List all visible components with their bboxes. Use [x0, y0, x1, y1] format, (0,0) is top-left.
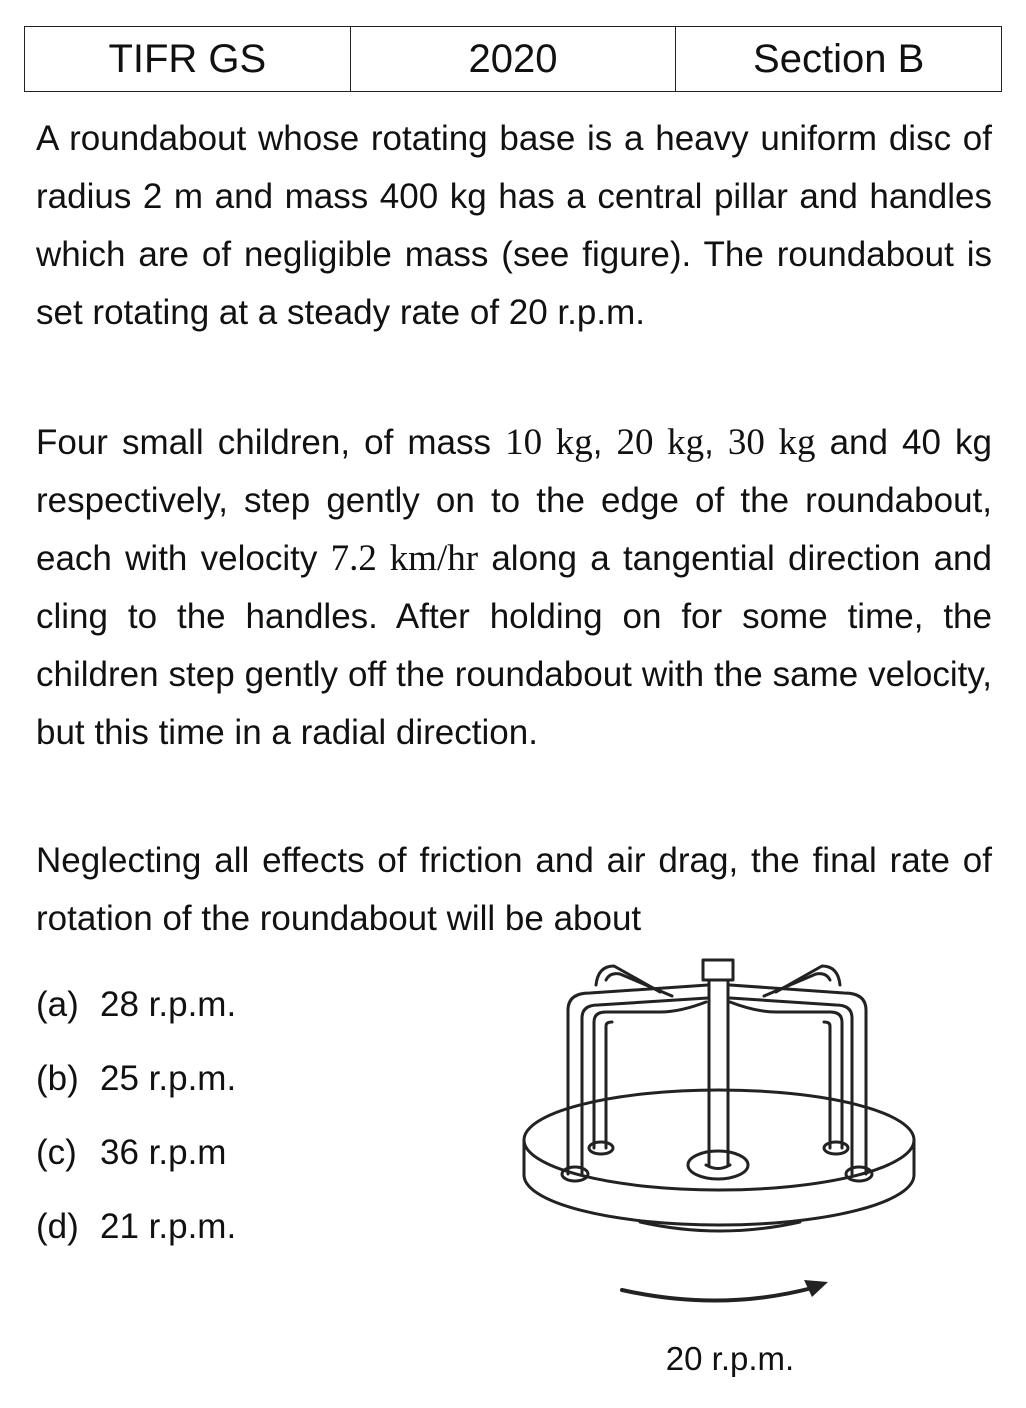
- question-paragraph-2: Four small children, of mass 10 kg, 20 kg, 30 kg and 40 kg respectively, step gently on to the edge of the roundabout, each with velocity 7.2 km/hr along a tangential direction and cling to the handles. After holding on for some time, the children step gently off the roundabout with the same velocity, but this time in a radial direction.: [36, 422, 993, 752]
- option-b[interactable]: [36, 1042, 236, 1116]
- figure-caption: 20 r.p.m.: [665, 1340, 795, 1377]
- p2-text-a: Four small children, of mass: [36, 423, 506, 462]
- option-key: (a): [36, 985, 79, 1024]
- question-paragraph-3: Neglecting all effects of friction and air drag, the final rate of rotation of the roundabout will be about: [36, 841, 992, 938]
- header-table: [24, 26, 1002, 92]
- roundabout-illustration-icon: [500, 950, 940, 1400]
- mass-30: 30 kg: [727, 422, 816, 463]
- option-c[interactable]: [36, 1116, 236, 1190]
- header-exam: TIFR GS: [25, 27, 351, 92]
- mass-20: 20 kg: [616, 422, 705, 463]
- option-text: 25 r.p.m.: [100, 1059, 237, 1098]
- question-paragraph-1: A roundabout whose rotating base is a heavy uniform disc of radius 2 m and mass 400 kg has a central pillar and handles which are of negligible mass (see figure). The roundabout is set rotating at a steady rate of 20 r.p.m.: [36, 119, 992, 332]
- option-key: (c): [36, 1133, 77, 1172]
- option-a[interactable]: [36, 968, 236, 1042]
- pillar-cap: [703, 960, 733, 980]
- option-text: 28 r.p.m.: [100, 985, 237, 1024]
- header-year: 2020: [350, 27, 676, 92]
- p2-text-b: and 40 kg respectively, step gently on to the edge of the roundabout, each with velocity: [36, 423, 993, 578]
- option-d[interactable]: [36, 1190, 236, 1264]
- velocity-value: 7.2 km/hr: [330, 538, 479, 579]
- options-list: [36, 968, 236, 1264]
- option-text: 21 r.p.m.: [100, 1207, 237, 1246]
- rotation-arrow: [622, 1288, 812, 1301]
- mass-10: 10 kg: [505, 422, 593, 463]
- option-text: 36 r.p.m: [100, 1133, 227, 1172]
- header-row: [25, 27, 1002, 92]
- option-key: (d): [36, 1207, 79, 1246]
- option-key: (b): [36, 1059, 79, 1098]
- header-section: Section B: [676, 27, 1002, 92]
- p2-text-c: along a tangential direction and cling to the handles. After holding on for some time, the children step gently off the roundabout with the same velocity, but this time in a radial direction.: [36, 539, 992, 752]
